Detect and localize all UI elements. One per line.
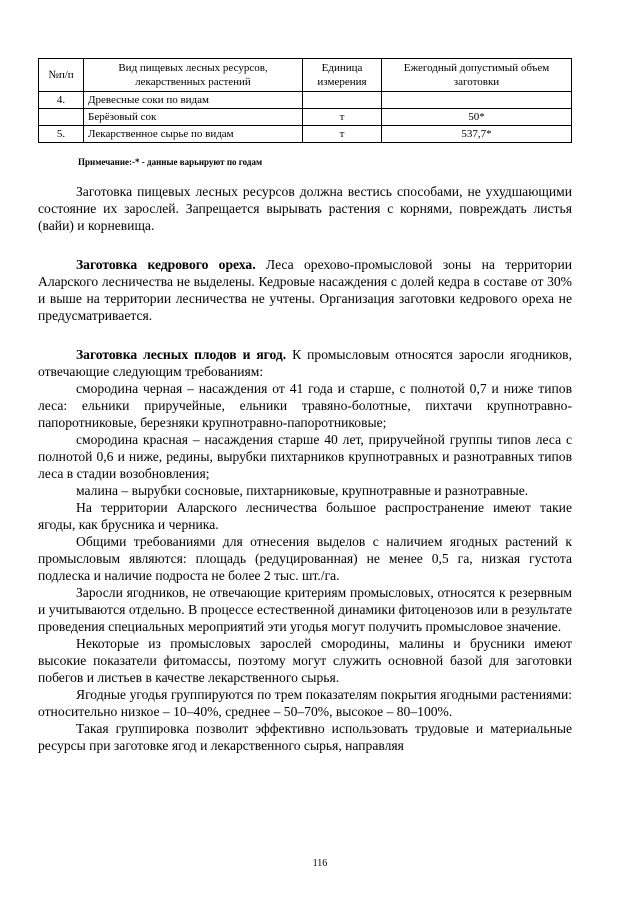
paragraph: Ягодные угодья группируются по трем показателям покрытия ягодными растениями: относительно низкое – 10–40%, среднее – 50–70%, высокое – 80–100%. [38,687,572,719]
paragraph: малина – вырубки сосновые, пихтарниковые, крупнотравные и разнотравные. [76,483,529,498]
paragraph-text: К промысловым относятся заросли ягодников, отвечающие следующим требованиям: [38,347,572,379]
paragraph: Заросли ягодников, не отвечающие критериям промысловых, относятся к резервным и учитываются отдельно. В процессе естественной динамики фитоценозов или в результате проведения специальных мероприятий эти угодья могут получить промысловое значение. [38,585,572,634]
paragraph: Некоторые из промысловых зарослей смородины, малины и брусники имеют высокие показатели фитомассы, поэтому могут служить основной базой для заготовки побегов и листьев в качестве лекарственного сырья. [38,636,572,685]
paragraph: смородина красная – насаждения старше 40 лет, приручейной группы типов леса с полнотой 0,6 и ниже, редины, вырубки пихтарников крупнотравных и разнотравных типов леса в стадии возобновления; [38,432,572,481]
heading-berries: Заготовка лесных плодов и ягод. [76,347,287,362]
header-annual-volume: Ежегодный допустимый объем заготовки [382,59,572,92]
table-row [39,92,572,109]
row-volume [382,92,572,109]
paragraph-cedar [38,256,572,324]
paragraph-text: Леса орехово-промысловой зоны на территории Аларского лесничества не выделены. Кедровые насаждения с долей кедра в составе от 30% и выше на территории лесничества не учтены. Организация заготовки кедрового ореха не предусматривается. [38,257,572,323]
row-resource: Берёзовый сок [84,109,303,126]
resources-table [38,58,572,143]
row-unit [303,92,382,109]
paragraph-berries [38,346,572,380]
paragraph: Такая группировка позволит эффективно использовать трудовые и материальные ресурсы при заготовке ягод и лекарственного сырья, направляя [38,721,572,753]
table-row [39,109,572,126]
paragraph: Общими требованиями для отнесения выделов с наличием ягодных растений к промысловым являются: площадь (редуцированная) не менее 0,5 га, низкая густота подлеска и наличие подроста не более 2 тыс. шт./га. [38,534,572,583]
header-unit: Единица измерения [303,59,382,92]
row-number: 4. [39,92,84,109]
row-resource: Лекарственное сырье по видам [84,126,303,143]
row-volume: 537,7* [382,126,572,143]
paragraph: Заготовка пищевых лесных ресурсов должна вестись способами, не ухудшающими состояние их зарослей. Запрещается вырывать растения с корнями, повреждать листья (вайи) и корневища. [38,184,572,233]
row-number [39,109,84,126]
row-unit: т [303,126,382,143]
table-header-row [39,59,572,92]
row-unit: т [303,109,382,126]
table-note: Примечание:-* - данные варьируют по годам [78,157,263,167]
header-number: №п/п [39,59,84,92]
paragraph: смородина черная – насаждения от 41 года и старше, с полнотой 0,7 и ниже типов леса: ельники приручейные, ельники травяно-болотные, пихтачи крупнотравно-папоротниковые, березняки крупнотравно-папоротниковые; [38,381,572,430]
paragraph: На территории Аларского лесничества большое распространение имеют такие ягоды, как брусника и черника. [38,500,572,532]
header-resource-type: Вид пищевых лесных ресурсов, лекарственных растений [84,59,303,92]
table-row [39,126,572,143]
document-page [38,58,572,754]
row-volume: 50* [382,109,572,126]
row-number: 5. [39,126,84,143]
page-number: 116 [312,858,328,869]
row-resource: Древесные соки по видам [84,92,303,109]
heading-cedar: Заготовка кедрового ореха. [76,257,256,272]
